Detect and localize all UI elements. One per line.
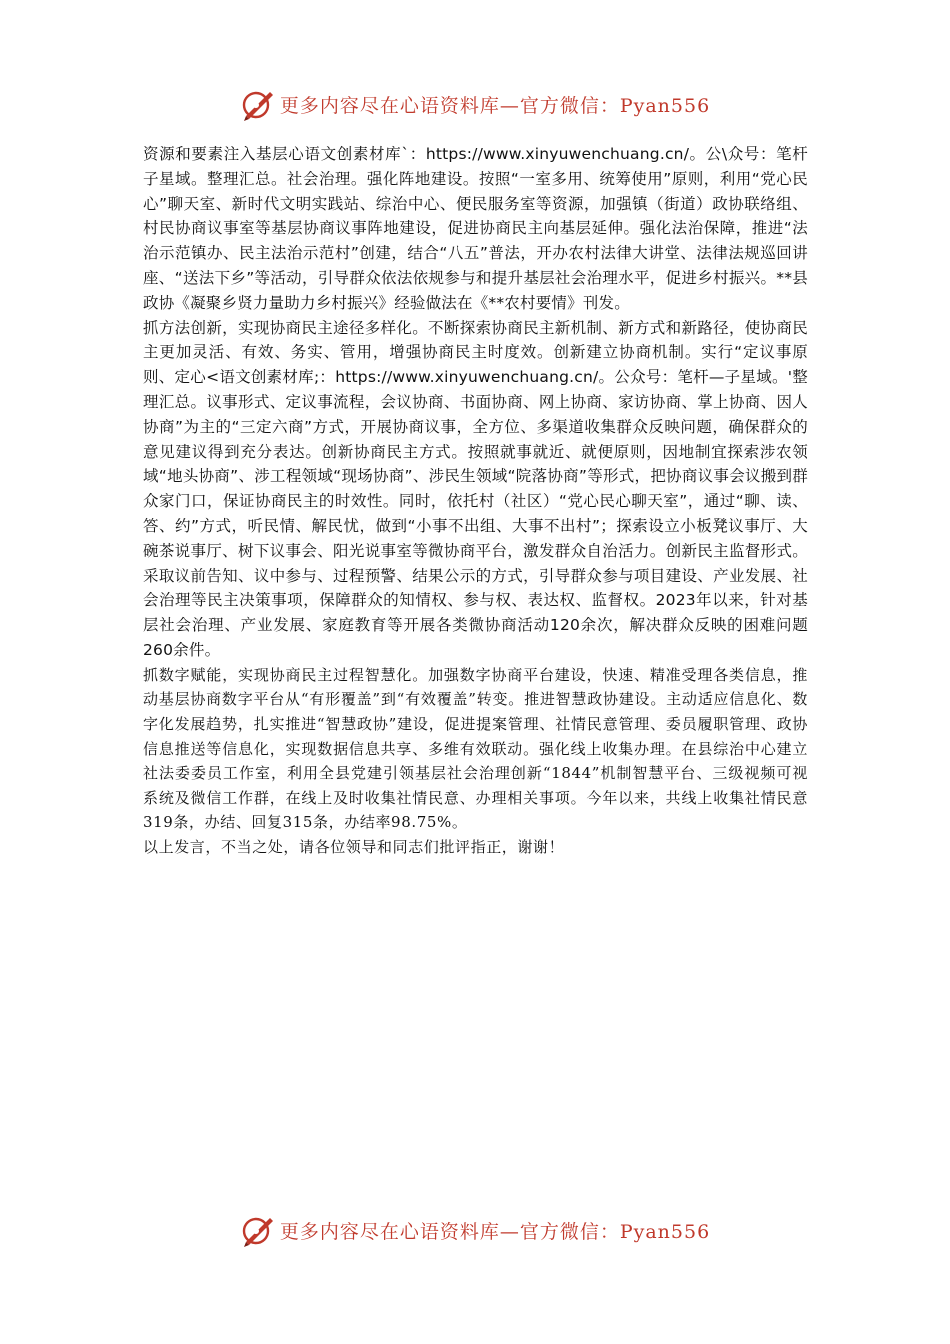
pen-logo-icon <box>240 86 276 122</box>
footer-banner <box>0 1210 950 1250</box>
document-body <box>143 142 808 859</box>
paragraph-1: 资源和要素注入基层心语文创素材库`：https://www.xinyuwenchuang.cn/。公\众号：笔杆子星域。整理汇总。社会治理。强化阵地建设。按照“一室多用、统筹使用”原则，利用“党心民心”聊天室、新时代文明实践站、综治中心、便民服务室等资源，加强镇（街道）政协联络组、村民协商议事室等基层协商议事阵地建设，促进协商民主向基层延伸。强化法治保障，推进“法治示范镇办、民主法治示范村”创建，结合“八五”普法，开办农村法律大讲堂、法律法规巡回讲座、“送法下乡”等活动，引导群众依法依规参与和提升基层社会治理水平，促进乡村振兴。**县政协《凝聚乡贤力量助力乡村振兴》经验做法在《**农村要情》刊发。 <box>143 145 808 312</box>
paragraph-2: 抓方法创新，实现协商民主途径多样化。不断探索协商民主新机制、新方式和新路径，使协商民主更加灵活、有效、务实、管用，增强协商民主时度效。创新建立协商机制。实行“定议事原则、定心<语文创素材库;：https://www.xinyuwenchuang.cn/。公众号：笔杆—子星域。'整理汇总。议事形式、定议事流程，会议协商、书面协商、网上协商、家访协商、掌上协商、因人协商”为主的“三定六商”方式，开展协商议事，全方位、多渠道收集群众反映问题，确保群众的意见建议得到充分表达。创新协商民主方式。按照就事就近、就便原则，因地制宜探索涉农领域“地头协商”、涉工程领域“现场协商”、涉民生领域“院落协商”等形式，把协商议事会议搬到群众家门口，保证协商民主的时效性。同时，依托村（社区）“党心民心聊天室”，通过“聊、读、答、约”方式，听民情、解民忧，做到“小事不出组、大事不出村”；探索设立小板凳议事厅、大碗茶说事厅、树下议事会、阳光说事室等微协商平台，激发群众自治活力。创新民主监督形式。采取议前告知、议中参与、过程预警、结果公示的方式，引导群众参与项目建设、产业发展、社会治理等民主决策事项，保障群众的知情权、参与权、表达权、监督权。2023年以来，针对基层社会治理、产业发展、家庭教育等开展各类微协商活动120余次，解决群众反映的困难问题260余件。 <box>143 318 808 659</box>
footer-banner-text: 更多内容尽在心语资料库—官方微信：Pyan556 <box>279 1220 711 1243</box>
paragraph-3: 抓数字赋能，实现协商民主过程智慧化。加强数字协商平台建设，快速、精准受理各类信息，推动基层协商数字平台从“有形覆盖”到“有效覆盖”转变。推进智慧政协建设。主动适应信息化、数字化发展趋势，扎实推进“智慧政协”建设，促进提案管理、社情民意管理、委员履职管理、政协信息推送等信息化，实现数据信息共享、多维有效联动。强化线上收集办理。在县综治中心建立社法委委员工作室，利用全县党建引领基层社会治理创新“1844”机制智慧平台、三级视频可视系统及微信工作群，在线上及时收集社情民意、办理相关事项。今年以来，共线上收集社情民意319条，办结、回复315条，办结率98.75%。 <box>143 665 808 832</box>
header-banner <box>0 84 950 124</box>
header-banner-text: 更多内容尽在心语资料库—官方微信：Pyan556 <box>279 94 711 117</box>
pen-logo-icon <box>240 1212 276 1248</box>
paragraph-4: 以上发言，不当之处，请各位领导和同志们批评指正，谢谢！ <box>143 837 565 856</box>
